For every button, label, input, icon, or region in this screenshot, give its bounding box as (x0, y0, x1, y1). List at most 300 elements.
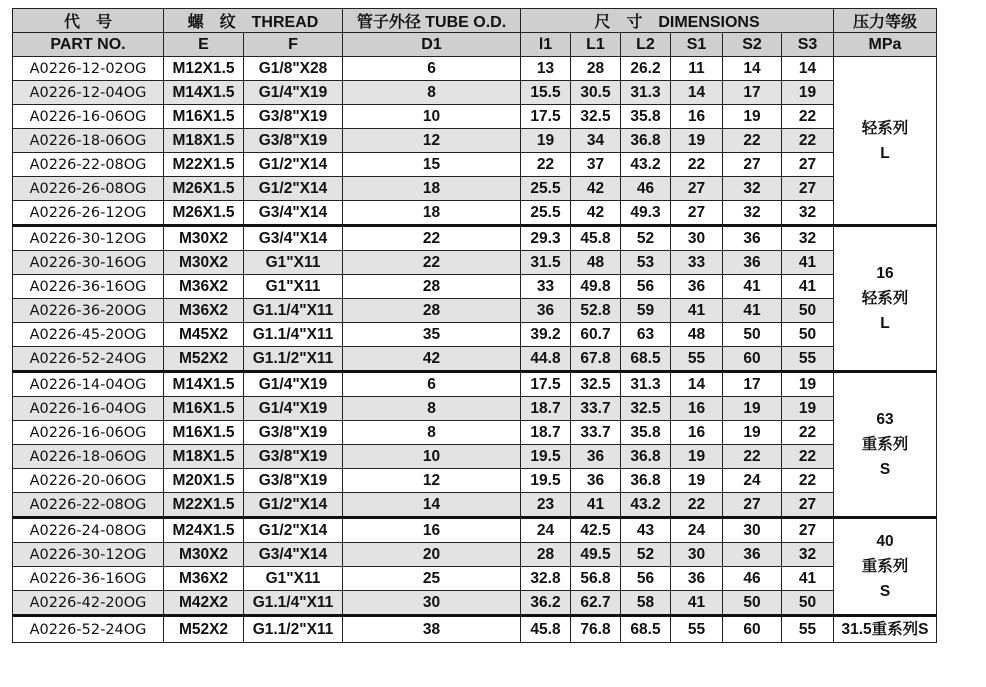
dim-l1-cell: 15.5 (521, 81, 571, 105)
pressure-class-line: 轻系列 (861, 119, 909, 137)
dim-L1-cell: 76.8 (571, 616, 621, 643)
table-row (13, 567, 937, 591)
dim-l1-cell: 18.7 (521, 421, 571, 445)
pressure-class-line: S (879, 461, 891, 478)
dim-S3-cell: 32 (782, 226, 834, 251)
thread-e-cell: M52X2 (164, 616, 244, 643)
part-number-cell: A0226-30-16OG (13, 251, 164, 275)
header-code: 代 号 (13, 9, 164, 33)
dim-L2-cell: 43.2 (621, 153, 671, 177)
thread-e-cell: M16X1.5 (164, 105, 244, 129)
header-S2: S2 (723, 33, 782, 57)
dim-S3-cell: 22 (782, 129, 834, 153)
part-number-cell: A0226-24-08OG (13, 518, 164, 543)
thread-f-cell: G1/2"X14 (244, 518, 343, 543)
tube-od-d1-cell: 18 (343, 201, 521, 226)
tube-od-d1-cell: 30 (343, 591, 521, 616)
pressure-class-line: 40 (876, 533, 894, 550)
thread-e-cell: M52X2 (164, 347, 244, 372)
thread-f-cell: G1/2"X14 (244, 153, 343, 177)
thread-f-cell: G3/8"X19 (244, 469, 343, 493)
table-row (13, 518, 937, 543)
dim-l1-cell: 33 (521, 275, 571, 299)
dim-L1-cell: 28 (571, 57, 621, 81)
dim-L2-cell: 49.3 (621, 201, 671, 226)
thread-f-cell: G3/4"X14 (244, 201, 343, 226)
dim-L1-cell: 32.5 (571, 372, 621, 397)
thread-f-cell: G1.1/4"X11 (244, 299, 343, 323)
pressure-class-cell (834, 372, 937, 518)
dim-S2-cell: 22 (723, 129, 782, 153)
dim-L1-cell: 60.7 (571, 323, 621, 347)
thread-f-cell: G3/8"X19 (244, 421, 343, 445)
thread-e-cell: M26X1.5 (164, 177, 244, 201)
tube-od-d1-cell: 28 (343, 275, 521, 299)
dim-S3-cell: 41 (782, 275, 834, 299)
thread-e-cell: M16X1.5 (164, 397, 244, 421)
tube-od-d1-cell: 12 (343, 129, 521, 153)
thread-f-cell: G1"X11 (244, 275, 343, 299)
tube-od-d1-cell: 35 (343, 323, 521, 347)
header-row-1 (13, 9, 937, 33)
dim-S2-cell: 17 (723, 372, 782, 397)
dim-S3-cell: 55 (782, 347, 834, 372)
dim-L1-cell: 67.8 (571, 347, 621, 372)
header-f: F (244, 33, 343, 57)
pressure-class-cell (834, 57, 937, 226)
dim-S2-cell: 22 (723, 445, 782, 469)
dim-S3-cell: 14 (782, 57, 834, 81)
dim-S3-cell: 27 (782, 493, 834, 518)
dim-L2-cell: 32.5 (621, 397, 671, 421)
dim-S1-cell: 22 (671, 153, 723, 177)
part-number-cell: A0226-30-12OG (13, 543, 164, 567)
tube-od-d1-cell: 6 (343, 372, 521, 397)
part-number-cell: A0226-12-02OG (13, 57, 164, 81)
dim-S1-cell: 27 (671, 177, 723, 201)
dim-l1-cell: 19.5 (521, 445, 571, 469)
tube-od-d1-cell: 38 (343, 616, 521, 643)
dim-L1-cell: 33.7 (571, 421, 621, 445)
dim-L2-cell: 68.5 (621, 347, 671, 372)
dim-L2-cell: 52 (621, 226, 671, 251)
dim-S2-cell: 50 (723, 591, 782, 616)
table-row (13, 421, 937, 445)
dim-l1-cell: 17.5 (521, 105, 571, 129)
tube-od-d1-cell: 10 (343, 445, 521, 469)
part-number-cell: A0226-45-20OG (13, 323, 164, 347)
part-number-cell: A0226-16-06OG (13, 105, 164, 129)
dim-l1-cell: 25.5 (521, 177, 571, 201)
thread-e-cell: M12X1.5 (164, 57, 244, 81)
dim-S2-cell: 27 (723, 153, 782, 177)
table-row (13, 251, 937, 275)
thread-e-cell: M30X2 (164, 251, 244, 275)
pressure-class-line: L (880, 315, 890, 332)
table-row (13, 323, 937, 347)
header-part-no: PART NO. (13, 33, 164, 57)
thread-e-cell: M36X2 (164, 275, 244, 299)
dim-S1-cell: 33 (671, 251, 723, 275)
thread-e-cell: M18X1.5 (164, 445, 244, 469)
pressure-class-cell (834, 616, 937, 643)
dim-L1-cell: 42.5 (571, 518, 621, 543)
dim-S2-cell: 27 (723, 493, 782, 518)
part-number-cell: A0226-16-06OG (13, 421, 164, 445)
table-row (13, 493, 937, 518)
part-number-cell: A0226-18-06OG (13, 129, 164, 153)
dim-S1-cell: 30 (671, 543, 723, 567)
dim-L1-cell: 34 (571, 129, 621, 153)
dim-S1-cell: 11 (671, 57, 723, 81)
dim-L2-cell: 43.2 (621, 493, 671, 518)
dim-l1-cell: 45.8 (521, 616, 571, 643)
thread-f-cell: G1.1/4"X11 (244, 323, 343, 347)
table-row (13, 445, 937, 469)
dim-S1-cell: 48 (671, 323, 723, 347)
dim-L1-cell: 36 (571, 469, 621, 493)
pressure-class-line: S (879, 583, 891, 600)
dim-L2-cell: 63 (621, 323, 671, 347)
dim-L1-cell: 52.8 (571, 299, 621, 323)
tube-od-d1-cell: 14 (343, 493, 521, 518)
thread-f-cell: G3/8"X19 (244, 129, 343, 153)
tube-od-d1-cell: 28 (343, 299, 521, 323)
dim-S3-cell: 27 (782, 518, 834, 543)
dim-S2-cell: 60 (723, 347, 782, 372)
header-L2: L2 (621, 33, 671, 57)
part-number-cell: A0226-36-20OG (13, 299, 164, 323)
dim-S3-cell: 32 (782, 201, 834, 226)
header-mpa: MPa (834, 33, 937, 57)
dim-S3-cell: 19 (782, 81, 834, 105)
table-row (13, 201, 937, 226)
dim-S2-cell: 36 (723, 226, 782, 251)
pressure-class-line: 63 (876, 411, 894, 428)
dim-S1-cell: 19 (671, 469, 723, 493)
header-pressure: 压力等级 (834, 9, 937, 33)
dim-L1-cell: 30.5 (571, 81, 621, 105)
dim-L1-cell: 32.5 (571, 105, 621, 129)
pressure-class-line: 轻系列 (861, 290, 909, 307)
dim-S3-cell: 22 (782, 469, 834, 493)
dim-l1-cell: 31.5 (521, 251, 571, 275)
dim-l1-cell: 19 (521, 129, 571, 153)
part-number-cell: A0226-20-06OG (13, 469, 164, 493)
dim-S1-cell: 19 (671, 129, 723, 153)
dim-L1-cell: 41 (571, 493, 621, 518)
dim-l1-cell: 23 (521, 493, 571, 518)
part-number-cell: A0226-52-24OG (13, 347, 164, 372)
table-row (13, 616, 937, 643)
part-number-cell: A0226-14-04OG (13, 372, 164, 397)
dim-L2-cell: 31.3 (621, 372, 671, 397)
thread-e-cell: M14X1.5 (164, 372, 244, 397)
header-tube-od: 管子外径 TUBE O.D. (343, 9, 521, 33)
part-number-cell: A0226-16-04OG (13, 397, 164, 421)
thread-e-cell: M24X1.5 (164, 518, 244, 543)
dim-L1-cell: 42 (571, 201, 621, 226)
dim-l1-cell: 28 (521, 543, 571, 567)
dim-S2-cell: 60 (723, 616, 782, 643)
header-d1: D1 (343, 33, 521, 57)
tube-od-d1-cell: 8 (343, 397, 521, 421)
dim-L2-cell: 68.5 (621, 616, 671, 643)
specification-table (12, 8, 937, 643)
tube-od-d1-cell: 15 (343, 153, 521, 177)
dim-L2-cell: 31.3 (621, 81, 671, 105)
dim-S1-cell: 27 (671, 201, 723, 226)
thread-e-cell: M30X2 (164, 226, 244, 251)
part-number-cell: A0226-26-12OG (13, 201, 164, 226)
thread-e-cell: M26X1.5 (164, 201, 244, 226)
dim-S1-cell: 24 (671, 518, 723, 543)
header-row-2 (13, 33, 937, 57)
part-number-cell: A0226-22-08OG (13, 153, 164, 177)
dim-S1-cell: 14 (671, 81, 723, 105)
table-row (13, 591, 937, 616)
thread-e-cell: M45X2 (164, 323, 244, 347)
dim-l1-cell: 25.5 (521, 201, 571, 226)
dim-S1-cell: 36 (671, 275, 723, 299)
dim-S3-cell: 41 (782, 251, 834, 275)
thread-f-cell: G1/8"X28 (244, 57, 343, 81)
dim-L1-cell: 36 (571, 445, 621, 469)
thread-e-cell: M22X1.5 (164, 153, 244, 177)
tube-od-d1-cell: 10 (343, 105, 521, 129)
part-number-cell: A0226-36-16OG (13, 275, 164, 299)
dim-S2-cell: 41 (723, 299, 782, 323)
table-body (13, 57, 937, 643)
dim-l1-cell: 22 (521, 153, 571, 177)
header-dimensions: 尺 寸 DIMENSIONS (521, 9, 834, 33)
header-L1: L1 (571, 33, 621, 57)
thread-f-cell: G1/4"X19 (244, 81, 343, 105)
table-row (13, 105, 937, 129)
table-row (13, 81, 937, 105)
table-row (13, 57, 937, 81)
dim-S3-cell: 50 (782, 299, 834, 323)
pressure-class-line: 重系列 (861, 436, 909, 453)
tube-od-d1-cell: 12 (343, 469, 521, 493)
dim-L2-cell: 26.2 (621, 57, 671, 81)
part-number-cell: A0226-18-06OG (13, 445, 164, 469)
dim-L1-cell: 49.8 (571, 275, 621, 299)
dim-S1-cell: 22 (671, 493, 723, 518)
table-row (13, 177, 937, 201)
thread-f-cell: G1/2"X14 (244, 493, 343, 518)
tube-od-d1-cell: 8 (343, 81, 521, 105)
table-row (13, 299, 937, 323)
table-row (13, 275, 937, 299)
thread-e-cell: M42X2 (164, 591, 244, 616)
dim-S1-cell: 55 (671, 616, 723, 643)
thread-f-cell: G1.1/2"X11 (244, 616, 343, 643)
dim-S2-cell: 17 (723, 81, 782, 105)
dim-S1-cell: 19 (671, 445, 723, 469)
thread-f-cell: G3/8"X19 (244, 105, 343, 129)
table-row (13, 469, 937, 493)
thread-f-cell: G3/4"X14 (244, 226, 343, 251)
tube-od-d1-cell: 22 (343, 251, 521, 275)
table-row (13, 372, 937, 397)
dim-S2-cell: 41 (723, 275, 782, 299)
table-row (13, 129, 937, 153)
tube-od-d1-cell: 20 (343, 543, 521, 567)
dim-L1-cell: 56.8 (571, 567, 621, 591)
dim-L2-cell: 53 (621, 251, 671, 275)
thread-e-cell: M36X2 (164, 567, 244, 591)
dim-S1-cell: 30 (671, 226, 723, 251)
dim-S2-cell: 32 (723, 177, 782, 201)
thread-f-cell: G3/8"X19 (244, 445, 343, 469)
dim-L2-cell: 56 (621, 275, 671, 299)
dim-L1-cell: 37 (571, 153, 621, 177)
thread-f-cell: G1.1/4"X11 (244, 591, 343, 616)
pressure-class-line: 重系列 (861, 558, 909, 575)
dim-S2-cell: 24 (723, 469, 782, 493)
thread-f-cell: G1/4"X19 (244, 372, 343, 397)
table-row (13, 347, 937, 372)
dim-S1-cell: 16 (671, 397, 723, 421)
dim-l1-cell: 39.2 (521, 323, 571, 347)
thread-f-cell: G1/4"X19 (244, 397, 343, 421)
dim-L2-cell: 36.8 (621, 129, 671, 153)
dim-S2-cell: 46 (723, 567, 782, 591)
part-number-cell: A0226-30-12OG (13, 226, 164, 251)
dim-S1-cell: 41 (671, 299, 723, 323)
dim-S3-cell: 22 (782, 445, 834, 469)
dim-S2-cell: 19 (723, 421, 782, 445)
dim-S3-cell: 27 (782, 177, 834, 201)
thread-e-cell: M14X1.5 (164, 81, 244, 105)
tube-od-d1-cell: 22 (343, 226, 521, 251)
tube-od-d1-cell: 42 (343, 347, 521, 372)
header-l1-small: l1 (521, 33, 571, 57)
dim-L1-cell: 49.5 (571, 543, 621, 567)
part-number-cell: A0226-22-08OG (13, 493, 164, 518)
pressure-class-cell (834, 226, 937, 372)
dim-S2-cell: 36 (723, 251, 782, 275)
dim-L1-cell: 62.7 (571, 591, 621, 616)
dim-S2-cell: 36 (723, 543, 782, 567)
dim-S1-cell: 55 (671, 347, 723, 372)
tube-od-d1-cell: 16 (343, 518, 521, 543)
dim-l1-cell: 24 (521, 518, 571, 543)
thread-e-cell: M30X2 (164, 543, 244, 567)
dim-l1-cell: 19.5 (521, 469, 571, 493)
header-thread: 螺 纹 THREAD (164, 9, 343, 33)
part-number-cell: A0226-26-08OG (13, 177, 164, 201)
dim-L2-cell: 52 (621, 543, 671, 567)
dim-S3-cell: 32 (782, 543, 834, 567)
pressure-class-line: 31.5重系列S (841, 621, 929, 638)
dim-S1-cell: 36 (671, 567, 723, 591)
thread-e-cell: M16X1.5 (164, 421, 244, 445)
dim-l1-cell: 36 (521, 299, 571, 323)
dim-S2-cell: 50 (723, 323, 782, 347)
tube-od-d1-cell: 25 (343, 567, 521, 591)
dim-L1-cell: 45.8 (571, 226, 621, 251)
dim-S1-cell: 41 (671, 591, 723, 616)
dim-S3-cell: 22 (782, 421, 834, 445)
thread-f-cell: G1/2"X14 (244, 177, 343, 201)
dim-L2-cell: 35.8 (621, 421, 671, 445)
dim-S2-cell: 14 (723, 57, 782, 81)
dim-S3-cell: 50 (782, 591, 834, 616)
tube-od-d1-cell: 6 (343, 57, 521, 81)
dim-l1-cell: 44.8 (521, 347, 571, 372)
dim-S1-cell: 16 (671, 105, 723, 129)
dim-L2-cell: 35.8 (621, 105, 671, 129)
header-S1: S1 (671, 33, 723, 57)
header-S3: S3 (782, 33, 834, 57)
dim-L2-cell: 36.8 (621, 445, 671, 469)
pressure-class-cell (834, 518, 937, 616)
part-number-cell: A0226-52-24OG (13, 616, 164, 643)
part-number-cell: A0226-36-16OG (13, 567, 164, 591)
thread-f-cell: G3/4"X14 (244, 543, 343, 567)
dim-L2-cell: 46 (621, 177, 671, 201)
thread-e-cell: M18X1.5 (164, 129, 244, 153)
dim-S3-cell: 19 (782, 397, 834, 421)
part-number-cell: A0226-42-20OG (13, 591, 164, 616)
pressure-class-line: L (880, 144, 890, 162)
dim-L1-cell: 42 (571, 177, 621, 201)
tube-od-d1-cell: 8 (343, 421, 521, 445)
thread-e-cell: M22X1.5 (164, 493, 244, 518)
dim-L1-cell: 33.7 (571, 397, 621, 421)
dim-l1-cell: 18.7 (521, 397, 571, 421)
dim-S3-cell: 50 (782, 323, 834, 347)
dim-l1-cell: 29.3 (521, 226, 571, 251)
thread-f-cell: G1.1/2"X11 (244, 347, 343, 372)
dim-S2-cell: 19 (723, 397, 782, 421)
dim-l1-cell: 13 (521, 57, 571, 81)
dim-L2-cell: 43 (621, 518, 671, 543)
table-row (13, 226, 937, 251)
dim-S3-cell: 19 (782, 372, 834, 397)
dim-S2-cell: 19 (723, 105, 782, 129)
thread-f-cell: G1"X11 (244, 251, 343, 275)
dim-S3-cell: 55 (782, 616, 834, 643)
dim-S1-cell: 14 (671, 372, 723, 397)
thread-e-cell: M36X2 (164, 299, 244, 323)
dim-S3-cell: 41 (782, 567, 834, 591)
dim-S1-cell: 16 (671, 421, 723, 445)
dim-L2-cell: 59 (621, 299, 671, 323)
dim-L1-cell: 48 (571, 251, 621, 275)
header-e: E (164, 33, 244, 57)
table-row (13, 153, 937, 177)
pressure-class-line: 16 (876, 265, 894, 282)
dim-S3-cell: 27 (782, 153, 834, 177)
dim-l1-cell: 32.8 (521, 567, 571, 591)
dim-l1-cell: 17.5 (521, 372, 571, 397)
thread-f-cell: G1"X11 (244, 567, 343, 591)
thread-e-cell: M20X1.5 (164, 469, 244, 493)
dim-S2-cell: 30 (723, 518, 782, 543)
dim-L2-cell: 58 (621, 591, 671, 616)
table-row (13, 543, 937, 567)
dim-S3-cell: 22 (782, 105, 834, 129)
table-row (13, 397, 937, 421)
dim-l1-cell: 36.2 (521, 591, 571, 616)
dim-S2-cell: 32 (723, 201, 782, 226)
dim-L2-cell: 56 (621, 567, 671, 591)
tube-od-d1-cell: 18 (343, 177, 521, 201)
dim-L2-cell: 36.8 (621, 469, 671, 493)
